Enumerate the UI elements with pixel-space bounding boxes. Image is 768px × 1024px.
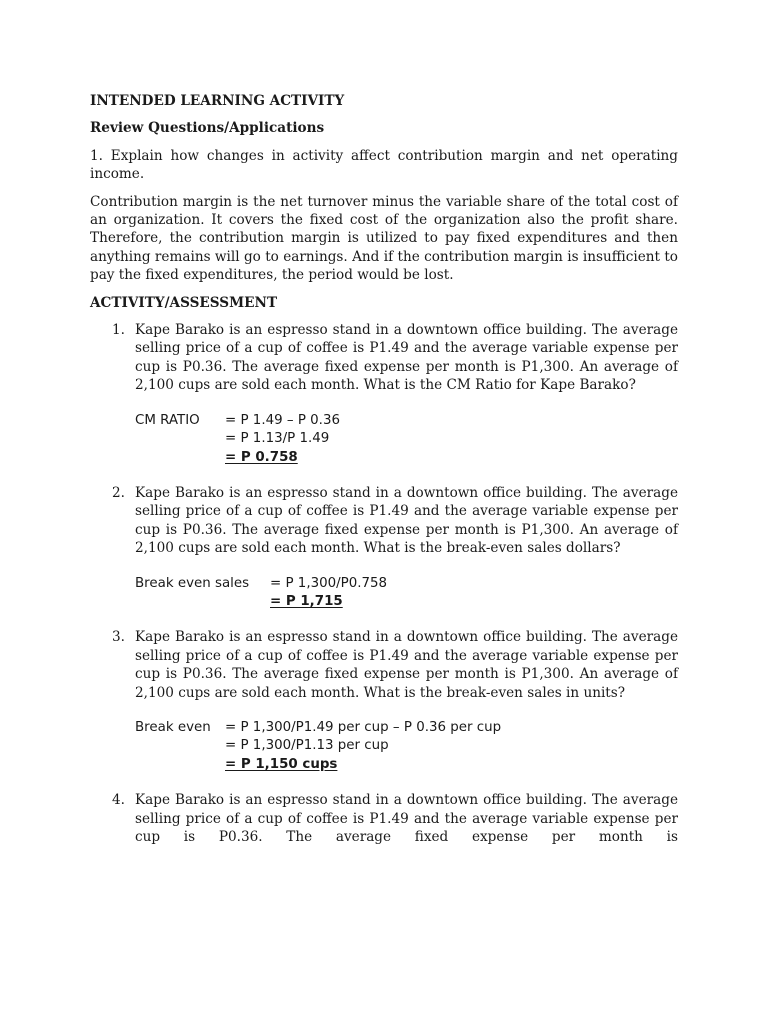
solution-label: Break even [135,719,211,735]
solution-label: Break even sales [135,575,250,591]
section-title: ACTIVITY/ASSESSMENT [90,294,278,311]
item-body [135,791,678,863]
item-question: Kape Barako is an espresso stand in a downtown office building. The average selling price of a cup of coffee is P1.49 and the average variable expense per cup is P0.36. The average fixed expense per month is P1,300. An average of 2,100 cups are sold each month. What is the CM Ratio for Kape Barako? [135,322,678,394]
list-item [90,791,678,863]
item-solution [135,575,678,612]
solution-answer: = P 0.758 [225,449,298,465]
item-question: Kape Barako is an espresso stand in a downtown office building. The average selling price of a cup of coffee is P1.49 and the average variable expense per cup is P0.36. The average fixed expense per month is P1,300. An average of 2,100 cups are sold each month. What is the break-even sales dollars? [135,484,678,557]
item-body [135,628,678,774]
solution-answer: = P 1,150 cups [225,756,338,772]
solution-line: = P 1.49 – P 0.36 [225,412,340,428]
page-title: INTENDED LEARNING ACTIVITY [90,93,345,109]
solution-spacer [135,449,225,467]
solution-spacer [135,756,225,774]
item-question: Kape Barako is an espresso stand in a downtown office building. The average selling price of a cup of coffee is P1.49 and the average variable expense per cup is P0.36. The average fixed expense per month is P1,300. An average of 2,100 cups are sold each month. What is the break-even sales in units? [135,629,678,701]
item-number: 3. [112,629,125,646]
list-item [90,321,678,467]
list-item [90,628,678,774]
item-number-col [90,791,135,863]
item-solution [135,412,678,467]
solution-answer: = P 1,715 [270,593,343,609]
solution-line: = P 1.13/P 1.49 [225,431,330,447]
item-body [135,484,678,611]
item-number-col [90,628,135,774]
solution-spacer [135,737,225,755]
page-subtitle: Review Questions/Applications [90,120,325,137]
item-number-col [90,484,135,611]
solution-spacer [135,593,270,611]
item-number: 2. [112,484,125,501]
document-page [90,92,678,880]
solution-line: = P 1,300/P1.13 per cup [225,738,389,754]
list-item [90,484,678,611]
item-number: 1. [112,322,125,339]
review-question: 1. Explain how changes in activity affect contribution margin and net operating income. [90,147,678,183]
solution-line: = P 1,300/P1.49 per cup – P 0.36 per cup [225,719,502,735]
solution-spacer [135,430,225,448]
item-solution [135,719,678,774]
item-number: 4. [112,792,125,809]
solution-line: = P 1,300/P0.758 [270,575,388,591]
item-body [135,321,678,467]
solution-label: CM RATIO [135,412,200,428]
item-question: Kape Barako is an espresso stand in a downtown office building. The average selling price of a cup of coffee is P1.49 and the average variable expense per cup is P0.36. The average fixed expense per month is [135,792,678,845]
item-number-col [90,321,135,467]
review-answer: Contribution margin is the net turnover minus the variable share of the total cost of an organization. It covers the fixed cost of the organization also the profit share. Therefore, the contribution margin is utilized to pay fixed expenditures and then anything remains will go to earnings. And if the contribution margin is insufficient to pay the fixed expenditures, the period would be lost. [90,193,678,284]
